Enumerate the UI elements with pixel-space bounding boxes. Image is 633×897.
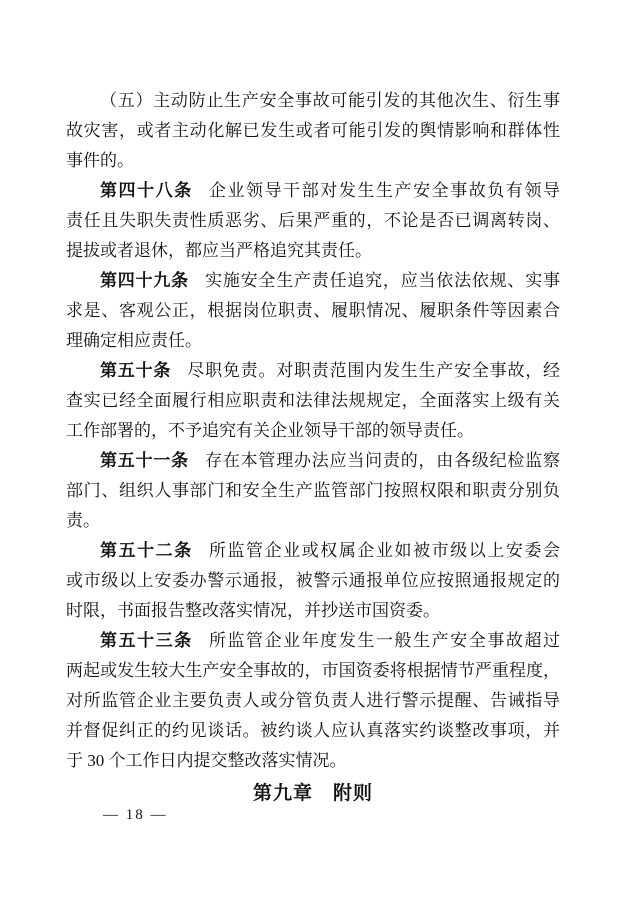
paragraph <box>66 626 560 776</box>
text-line: 第四十八条 企业领导干部对发生生产安全事故负有领导 <box>100 181 560 200</box>
paragraphs-container <box>66 86 560 776</box>
chapter-heading: 第九章 附则 <box>252 783 373 804</box>
text-line: 工作部署的，不予追究有关企业领导干部的领导责任。 <box>66 421 474 440</box>
paragraph <box>66 176 560 266</box>
paragraph <box>66 266 560 356</box>
text-line: 第四十九条 实施安全生产责任追究，应当依法依规、实事 <box>100 271 560 290</box>
text-line: 查实已经全面履行相应职责和法律法规规定，全面落实上级有关 <box>66 391 560 410</box>
text-line: 部门、组织人事部门和安全生产监管部门按照权限和职责分别负 <box>66 481 560 500</box>
text-line: 理确定相应责任。 <box>66 331 202 350</box>
text-line: 第五十二条 所监管企业或权属企业如被市级以上安委会 <box>100 541 560 560</box>
text-line: 时限，书面报告整改落实情况，并抄送市国资委。 <box>66 601 440 620</box>
text-line: 第五十一条 存在本管理办法应当问责的，由各级纪检监察 <box>100 451 560 470</box>
text-line: 两起或发生较大生产安全事故的，市国资委将根据情节严重程度， <box>66 661 560 680</box>
text-line: 责。 <box>66 511 100 530</box>
text-line: 求是、客观公正，根据岗位职责、履职情况、履职条件等因素合 <box>66 301 560 320</box>
paragraph <box>66 536 560 626</box>
page-body <box>66 86 560 809</box>
article-number: 第五十三条 <box>100 631 193 650</box>
text-line: 或市级以上安委办警示通报，被警示通报单位应按照通报规定的 <box>66 571 560 590</box>
text-line: 提拔或者退休，都应当严格追究其责任。 <box>66 241 372 260</box>
paragraph <box>66 446 560 536</box>
text-line: 责任且失职失责性质恶劣、后果严重的，不论是否已调离转岗、 <box>66 211 560 230</box>
paragraph <box>66 86 560 176</box>
article-number: 第五十条 <box>100 361 172 380</box>
article-number: 第五十二条 <box>100 541 193 560</box>
article-number: 第四十八条 <box>100 181 193 200</box>
text-line: 事件的。 <box>66 151 134 170</box>
text-line: 故灾害，或者主动化解已发生或者可能引发的舆情影响和群体性 <box>66 121 560 140</box>
text-line: （五）主动防止生产安全事故可能引发的其他次生、衍生事 <box>100 91 560 110</box>
text-line: 并督促纠正的约见谈话。被约谈人应认真落实约谈整改事项，并 <box>66 721 560 740</box>
article-number: 第四十九条 <box>100 271 189 290</box>
text-line: 对所监管企业主要负责人或分管负责人进行警示提醒、告诫指导 <box>66 691 560 710</box>
text-line: 第五十条 尽职免责。对职责范围内发生生产安全事故，经 <box>100 361 560 380</box>
text-line: 于 30 个工作日内提交整改落实情况。 <box>66 751 347 770</box>
paragraph <box>66 356 560 446</box>
article-number: 第五十一条 <box>100 451 189 470</box>
text-line: 第五十三条 所监管企业年度发生一般生产安全事故超过 <box>100 631 560 650</box>
page-number: — 18 — <box>103 807 168 823</box>
